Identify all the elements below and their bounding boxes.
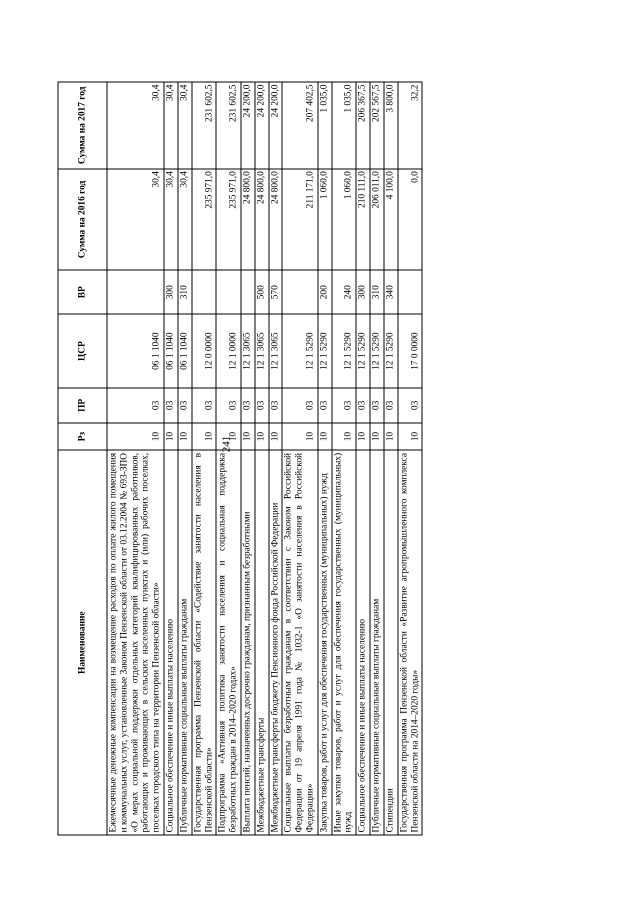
row-sum-2017: 24 200,0 [255, 82, 269, 169]
row-sum-2016: 4 100,0 [384, 169, 398, 271]
header-rz: Рз [58, 423, 107, 451]
row-pr: 03 [398, 388, 423, 423]
row-csr: 12 1 5290 [356, 314, 370, 388]
row-name: Государственная программа Пензенской области «Развитие агропромышленного комплекса Пензенской области на 2014–2020 годы» [398, 450, 423, 835]
row-sum-2017: 231 602,5 [216, 82, 241, 169]
row-rz: 10 [107, 423, 164, 451]
row-sum-2017: 206 367,5 [356, 82, 370, 169]
row-rz: 10 [269, 423, 283, 451]
table-row [107, 82, 164, 835]
row-pr: 03 [282, 388, 317, 423]
row-sum-2016: 235 971,0 [216, 169, 241, 271]
row-csr: 12 1 5290 [384, 314, 398, 388]
row-pr: 03 [384, 388, 398, 423]
row-csr: 12 1 3065 [269, 314, 283, 388]
row-sum-2017: 1 035,0 [318, 82, 332, 169]
row-sum-2017: 24 200,0 [269, 82, 283, 169]
row-rz: 10 [318, 423, 332, 451]
row-name: Публичные нормативные социальные выплаты гражданам [178, 450, 192, 835]
row-sum-2017: 1 035,0 [332, 82, 357, 169]
row-sum-2016: 211 171,0 [282, 169, 317, 271]
table-row [178, 82, 192, 835]
table-row [384, 82, 398, 835]
table-row [282, 82, 317, 835]
table-row [216, 82, 241, 835]
row-sum-2017: 207 402,5 [282, 82, 317, 169]
table-row [332, 82, 357, 835]
row-rz: 10 [178, 423, 192, 451]
row-csr: 12 1 5290 [370, 314, 384, 388]
row-rz: 10 [370, 423, 384, 451]
row-sum-2016: 30,4 [178, 169, 192, 271]
budget-table-container [58, 82, 583, 836]
row-vr [241, 270, 255, 314]
row-pr: 03 [318, 388, 332, 423]
row-csr: 12 1 3065 [255, 314, 269, 388]
row-sum-2016: 30,4 [107, 169, 164, 271]
row-sum-2017: 30,4 [107, 82, 164, 169]
row-csr: 12 1 5290 [318, 314, 332, 388]
row-vr [282, 270, 317, 314]
row-csr: 12 1 0000 [216, 314, 241, 388]
row-pr: 03 [370, 388, 384, 423]
row-vr: 300 [356, 270, 370, 314]
row-rz: 10 [216, 423, 241, 451]
table-row [370, 82, 384, 835]
header-pr: ПР [58, 388, 107, 423]
header-sum-2016: Сумма на 2016 год [58, 169, 107, 271]
table-row [255, 82, 269, 835]
row-rz: 10 [164, 423, 178, 451]
header-name: Наименование [58, 450, 107, 835]
row-name: Социальные выплаты безработным гражданам в соответствии с Законом Российской Федерации от 19 апреля 1991 года № 1032-1 «О занятости населения в Российской Федерации» [282, 450, 317, 835]
row-vr: 200 [318, 270, 332, 314]
row-sum-2016: 235 971,0 [192, 169, 217, 271]
row-sum-2017: 3 800,0 [384, 82, 398, 169]
row-vr [216, 270, 241, 314]
table-row [398, 82, 423, 835]
table-row [164, 82, 178, 835]
row-vr: 300 [164, 270, 178, 314]
page-number: 241 [220, 435, 233, 453]
row-csr: 12 0 0000 [192, 314, 217, 388]
row-sum-2016: 210 111,0 [356, 169, 370, 271]
table-row [356, 82, 370, 835]
row-name: Социальное обеспечение и иные выплаты населению [164, 450, 178, 835]
row-sum-2016: 24 800,0 [255, 169, 269, 271]
row-pr: 03 [178, 388, 192, 423]
row-sum-2016: 1 060,0 [318, 169, 332, 271]
table-row [269, 82, 283, 835]
row-pr: 03 [107, 388, 164, 423]
row-sum-2016: 206 011,0 [370, 169, 384, 271]
row-pr: 03 [216, 388, 241, 423]
row-name: Государственная программа Пензенской области «Содействие занятости населения в Пензенской области» [192, 450, 217, 835]
row-sum-2017: 30,4 [164, 82, 178, 169]
row-vr: 240 [332, 270, 357, 314]
row-vr: 500 [255, 270, 269, 314]
row-sum-2016: 24 800,0 [241, 169, 255, 271]
row-sum-2017: 231 602,5 [192, 82, 217, 169]
row-sum-2017: 32,2 [398, 82, 423, 169]
row-sum-2016: 1 060,0 [332, 169, 357, 271]
row-sum-2016: 24 800,0 [269, 169, 283, 271]
table-row [192, 82, 217, 835]
row-pr: 03 [356, 388, 370, 423]
row-vr: 310 [178, 270, 192, 314]
row-rz: 10 [356, 423, 370, 451]
row-vr: 340 [384, 270, 398, 314]
row-vr: 310 [370, 270, 384, 314]
table-header-row [58, 82, 107, 835]
header-vr: ВР [58, 270, 107, 314]
row-name: Закупка товаров, работ и услуг для обеспечения государственных (муниципальных) нужд [318, 450, 332, 835]
row-name: Выплата пенсий, назначенных досрочно гражданам, признанным безработными [241, 450, 255, 835]
row-rz: 10 [241, 423, 255, 451]
row-vr [192, 270, 217, 314]
header-sum-2017: Сумма на 2017 год [58, 82, 107, 169]
row-sum-2017: 30,4 [178, 82, 192, 169]
row-rz: 10 [398, 423, 423, 451]
table-row [318, 82, 332, 835]
row-csr: 06 1 1040 [164, 314, 178, 388]
row-pr: 03 [241, 388, 255, 423]
row-csr: 17 0 0000 [398, 314, 423, 388]
row-vr [107, 270, 164, 314]
row-sum-2017: 202 567,5 [370, 82, 384, 169]
row-vr: 570 [269, 270, 283, 314]
row-csr: 12 1 5290 [282, 314, 317, 388]
row-pr: 03 [269, 388, 283, 423]
row-name: Стипендии [384, 450, 398, 835]
row-name: Иные закупки товаров, работ и услуг для обеспечения государственных (муниципальных) нужд [332, 450, 357, 835]
row-rz: 10 [255, 423, 269, 451]
row-name: Подпрограмма «Активная политика занятости населения и социальная поддержка безработных граждан в 2014–2020 годах» [216, 450, 241, 835]
row-rz: 10 [384, 423, 398, 451]
table-body [107, 82, 422, 835]
row-rz: 10 [332, 423, 357, 451]
row-vr [398, 270, 423, 314]
row-rz: 10 [282, 423, 317, 451]
row-sum-2017: 24 200,0 [241, 82, 255, 169]
row-name: Ежемесячные денежные компенсации на возмещение расходов по оплате жилого помещения и коммунальных услуг, установленные Законом Пензенской области от 03.12.2004 № 693-ЗПО «О мерах социальной поддержки отдельных категорий квалифицированных работников, работающих и проживающих в сельских населенных пунктах и (или) рабочих поселках, поселках городского типа на территории Пензенской области» [107, 450, 164, 835]
row-pr: 03 [255, 388, 269, 423]
row-rz: 10 [192, 423, 217, 451]
row-csr: 06 1 1040 [107, 314, 164, 388]
row-pr: 03 [192, 388, 217, 423]
row-csr: 12 1 5290 [332, 314, 357, 388]
row-csr: 12 1 3065 [241, 314, 255, 388]
row-pr: 03 [332, 388, 357, 423]
header-csr: ЦСР [58, 314, 107, 388]
budget-table [58, 82, 423, 836]
row-name: Публичные нормативные социальные выплаты гражданам [370, 450, 384, 835]
row-sum-2016: 30,4 [164, 169, 178, 271]
row-csr: 06 1 1040 [178, 314, 192, 388]
row-sum-2016: 0,0 [398, 169, 423, 271]
row-name: Межбюджетные трансферты [255, 450, 269, 835]
row-name: Социальное обеспечение и иные выплаты населению [356, 450, 370, 835]
row-pr: 03 [164, 388, 178, 423]
row-name: Межбюджетные трансферты бюджету Пенсионного фонда Российской Федерации [269, 450, 283, 835]
table-row [241, 82, 255, 835]
